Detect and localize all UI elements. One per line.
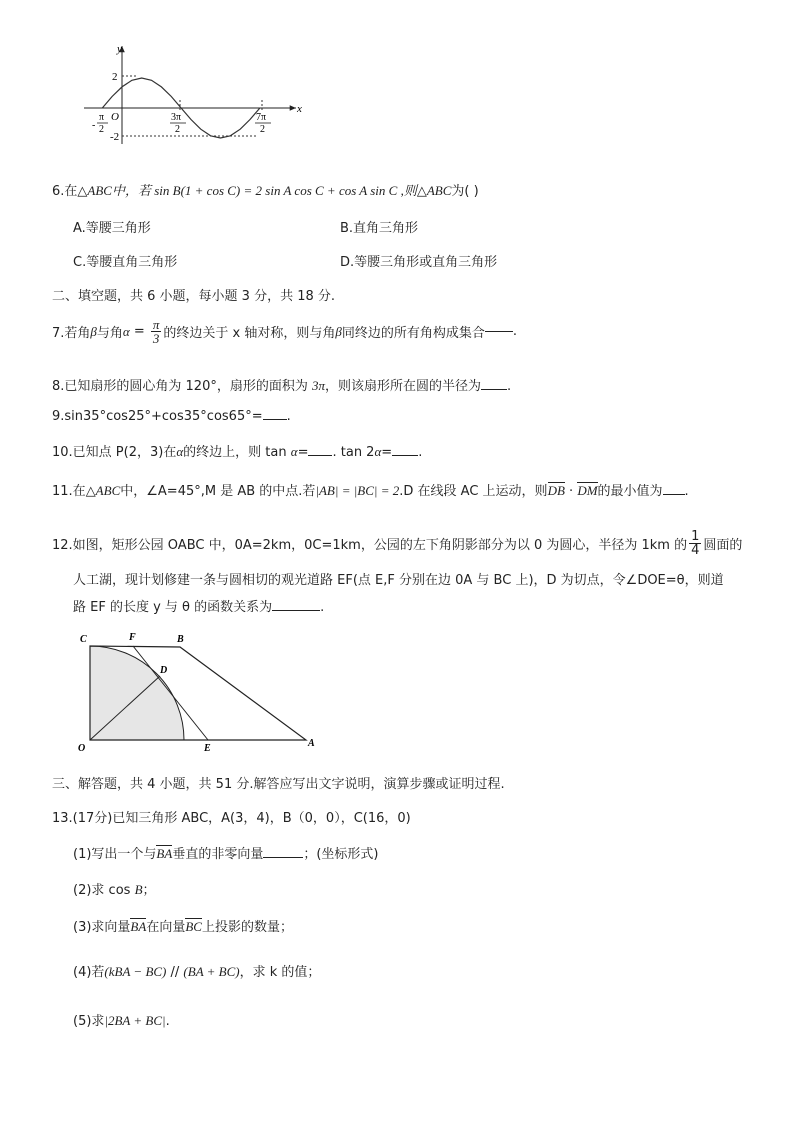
q13-part3	[73, 916, 293, 935]
q12-quarter-fraction	[689, 530, 701, 557]
q11-vector-db: DB	[547, 483, 565, 498]
q12-text-3a: 路 EF 的长度 y 与 θ 的函数关系为	[73, 600, 273, 615]
q13-p5-text-a: (5)求	[73, 1014, 105, 1029]
xt3-num: 7π	[256, 112, 267, 123]
q13-p4-expr1: (kBA − BC)	[104, 964, 167, 979]
q7-blank[interactable]	[485, 331, 513, 332]
q13-p3-vector-ba: BA	[130, 919, 147, 934]
label-a: A	[308, 738, 315, 749]
q13-p1-text-a: (1)写出一个与	[73, 847, 157, 862]
q13-p1-text-b: 垂直的非零向量	[172, 847, 264, 862]
label-o: O	[78, 743, 86, 754]
q13-p3-vector-bc: BC	[185, 919, 202, 934]
q10-text-f: .	[418, 445, 423, 460]
q13-p1-text-c: ；(坐标形式)	[303, 847, 379, 862]
q8-text-a: 8.已知扇形的圆心角为 120°，扇形的面积为	[52, 379, 312, 394]
q6-equation: 中，若 sin B(1 + cos C) = 2 sin A cos C + cos A sin C ,则	[111, 183, 417, 198]
q10-text-d: . tan 2	[332, 445, 375, 460]
q6-option-c[interactable]: C.等腰直角三角形	[73, 255, 178, 270]
q12-frac-num: 1	[691, 529, 700, 544]
q10-alpha2: α	[290, 444, 298, 459]
q13-p4-text-b: ，求 k 的值；	[239, 965, 321, 980]
q7	[52, 318, 517, 345]
xt1-den: 2	[99, 124, 104, 135]
q7-text-b: 与角	[96, 326, 123, 341]
q10-text-b: 的终边上，则 tan	[183, 445, 291, 460]
q12-line2: 人工湖，现计划修建一条与圆相切的观光道路 EF(点 E,F 分别在边 0A 与 BC 上)，D 为切点，令∠DOE=θ，则道	[73, 573, 724, 588]
q13-p2-text-c: ；	[142, 883, 156, 898]
xt3-den: 2	[260, 124, 265, 135]
q8	[52, 375, 511, 394]
q10-alpha: α	[176, 444, 184, 459]
q11-blank[interactable]	[663, 494, 685, 495]
q8-area: 3π	[311, 378, 325, 393]
xt2-num: 3π	[171, 112, 182, 123]
q6-option-b[interactable]: B.直角三角形	[340, 221, 419, 236]
q12-line1	[52, 530, 742, 557]
label-b: B	[177, 634, 184, 645]
q13-head: 13.(17分)已知三角形 ABC，A(3，4)，B（0，0），C(16，0)	[52, 811, 411, 826]
q9-blank[interactable]	[263, 419, 287, 420]
y-label: y	[117, 43, 122, 55]
q13-p3-text-c: 上投影的数量；	[201, 920, 293, 935]
q13-p4-text-a: (4)若	[73, 965, 105, 980]
sine-graph	[78, 40, 308, 152]
q10-text-e: =	[381, 445, 393, 460]
origin-label: O	[111, 111, 119, 123]
q8-text-c: .	[507, 379, 512, 394]
q8-blank[interactable]	[481, 389, 507, 390]
q6-lead: 6.在	[52, 184, 78, 199]
q11-vector-dm: DM	[577, 483, 598, 498]
q11-text-a: 11.在	[52, 484, 86, 499]
section-2-heading: 二、填空题，共 6 小题，每小题 3 分，共 18 分.	[52, 289, 336, 304]
q7-frac-den: 3	[152, 331, 160, 346]
q7-alpha: α	[122, 323, 130, 339]
q8-text-b: ，则该扇形所在圆的半径为	[325, 379, 482, 394]
q13-part4	[73, 961, 320, 980]
q12-line3	[73, 596, 324, 615]
q11-text-d: 的最小值为	[597, 484, 663, 499]
label-e: E	[204, 743, 211, 754]
q7-fraction	[151, 318, 162, 345]
q11-triangle: △ABC	[85, 483, 121, 498]
q13-p1-vector-ba: BA	[156, 846, 173, 861]
q6-triangle: △ABC	[77, 183, 112, 198]
q10-blank-2[interactable]	[392, 455, 418, 456]
label-f: F	[129, 632, 136, 643]
q11-text-c: .D 在线段 AC 上运动，则	[399, 484, 548, 499]
q13-p2-b: B	[134, 882, 143, 897]
tick-2: 2	[112, 71, 118, 83]
q7-text-c: 的终边关于 x 轴对称，则与角	[163, 326, 336, 341]
q13-p2-text-a: (2)求 cos	[73, 883, 135, 898]
q12-text-1b: 圆面的	[703, 538, 743, 553]
q7-text-a: 7.若角	[52, 326, 91, 341]
q12-blank[interactable]	[272, 610, 320, 611]
xt2-den: 2	[175, 124, 180, 135]
q6-stem	[52, 180, 479, 199]
tick-neg2: -2	[110, 131, 120, 143]
q9	[52, 409, 291, 424]
q11-text-e: .	[684, 484, 689, 499]
q13-p1-blank[interactable]	[263, 857, 303, 858]
q7-text-e: .	[512, 324, 518, 339]
label-d: D	[160, 665, 168, 676]
q10	[52, 441, 422, 460]
q7-equals: =	[129, 324, 149, 339]
q12-frac-den: 4	[691, 543, 700, 558]
xt1-sign: -	[92, 120, 96, 131]
q10-text-a: 10.已知点 P(2，3)在	[52, 445, 177, 460]
q9-text-b: .	[286, 409, 291, 424]
q11	[52, 480, 689, 499]
q13-part1	[73, 843, 378, 862]
q10-text-c: =	[297, 445, 309, 460]
q13-p3-text-b: 在向量	[146, 920, 186, 935]
q12-text-1a: 12.如图，矩形公园 OABC 中，0A=2km，0C=1km，公园的左下角阴影部分为以 0 为圆心，半径为 1km 的	[52, 538, 688, 553]
q7-beta: β	[90, 323, 97, 339]
q7-text-d: 同终边的所有角构成集合	[341, 326, 485, 341]
q13-part5	[73, 1010, 170, 1029]
q11-text-b: 中，∠A=45°,M 是 AB 的中点.若	[120, 484, 316, 499]
q7-beta2: β	[335, 323, 342, 339]
q11-dot: ·	[564, 484, 578, 499]
q12-text-3b: .	[320, 600, 325, 615]
x-label: x	[297, 103, 302, 115]
q13-p3-text-a: (3)求向量	[73, 920, 131, 935]
q6-triangle2: △ABC	[416, 183, 452, 198]
q10-blank-1[interactable]	[308, 455, 332, 456]
q13-p5-expr: |2BA + BC|	[104, 1013, 166, 1028]
xt1-num: π	[99, 112, 105, 123]
q13-p5-text-b: .	[165, 1014, 170, 1029]
q7-frac-num: π	[152, 317, 160, 332]
q13-p4-parallel: //	[166, 965, 184, 980]
q6-tail: 为( )	[451, 184, 479, 199]
q13-p4-expr2: (BA + BC)	[183, 964, 240, 979]
q10-alpha3: α	[374, 444, 382, 459]
label-c: C	[80, 634, 87, 645]
q13-part2	[73, 879, 156, 898]
q9-text-a: 9.sin35°cos25°+cos35°cos65°=	[52, 409, 263, 424]
q11-lengths: |AB| = |BC| = 2	[315, 483, 400, 498]
q6-option-a[interactable]: A.等腰三角形	[73, 221, 151, 236]
park-figure	[76, 630, 326, 756]
q6-option-d[interactable]: D.等腰三角形或直角三角形	[340, 255, 498, 270]
section-3-heading: 三、解答题，共 4 小题，共 51 分.解答应写出文字说明，演算步骤或证明过程.	[52, 777, 505, 792]
